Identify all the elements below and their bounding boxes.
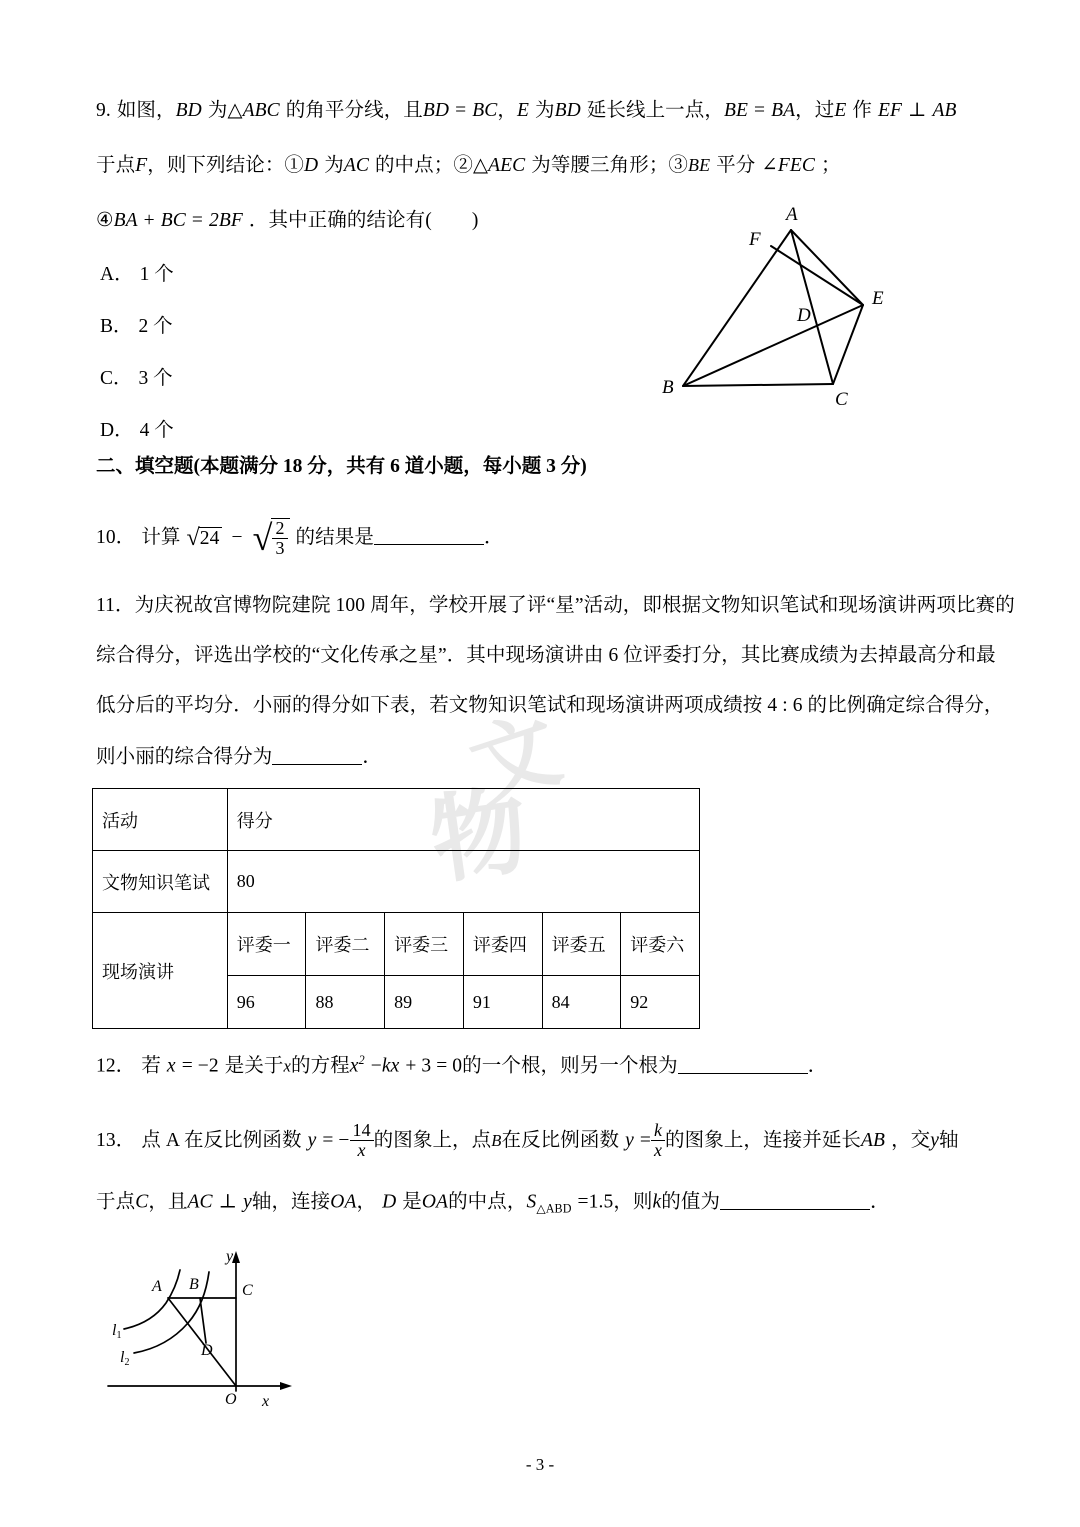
q9-geometry-figure — [645, 198, 995, 423]
q11-answer-blank[interactable] — [272, 745, 362, 765]
q13-answer-blank[interactable] — [720, 1190, 870, 1210]
q9-option-c-text: 3 个 — [138, 368, 173, 389]
q9-number: 9. — [96, 100, 111, 121]
q13-figure-label-y: y — [226, 1248, 234, 1265]
q12-poly-exponent: 2 — [358, 1053, 365, 1067]
table-row-judges — [93, 913, 700, 976]
q12-poly-plus: + 3 = 0 — [405, 1055, 463, 1077]
q9-option-a-text: 1 个 — [139, 264, 174, 285]
q11-line1 — [96, 595, 1015, 617]
q9-l1-be: BE — [723, 100, 749, 121]
q13-l1-b: 的图象上，点 — [373, 1129, 492, 1151]
q13-l2-i: 的值为 — [661, 1191, 721, 1213]
q13-period: ． — [870, 1191, 890, 1213]
q9-figure-label-F: F — [749, 229, 761, 250]
q13-l1-c: 在反比例函数 — [501, 1129, 620, 1151]
q9-l1-tri: △ — [227, 100, 243, 121]
q13-l2-D: D — [382, 1191, 397, 1213]
q13-figure-label-A: A — [152, 1278, 162, 1295]
q10-frac-den: 3 — [272, 538, 287, 558]
page-footer: - 3 - — [525, 1455, 555, 1474]
q11-line2: 综合得分，评选出学校的“文化传承之星”．其中现场演讲由 6 位评委打分，其比赛成绩为去掉最高分和最 — [96, 645, 996, 666]
q9-l3-plus: + — [143, 210, 155, 231]
q13-l2-e: ， — [356, 1191, 377, 1213]
q13-frac1-num: 14 — [352, 1120, 371, 1140]
q13-l2-c: C — [135, 1191, 149, 1213]
q9-l1-h: ，过 — [795, 100, 835, 121]
q9-l2-c: 为 — [324, 155, 344, 176]
q13-frac2-num: k — [653, 1120, 663, 1140]
q13-l1-yaxis: y — [930, 1129, 940, 1151]
q13-l2-y: y — [243, 1191, 252, 1213]
q11-line1-text: 为庆祝故宫博物院建院 100 周年，学校开展了评“星”活动，即根据文物知识笔试和现场演讲两项比赛的 — [134, 595, 1015, 616]
table-cell-score-header: 得分 — [227, 789, 699, 851]
table-cell-activity-header: 活动 — [93, 789, 228, 851]
q9-option-b[interactable] — [100, 310, 173, 338]
q12-poly-x: x — [349, 1055, 359, 1077]
q9-line3 — [96, 210, 478, 232]
section-2-heading: 二、填空题(本题满分 18 分，共有 6 道小题，每小题 3 分) — [96, 456, 587, 477]
q13-number: 13． — [96, 1129, 136, 1151]
q10-text-a: 计算 — [141, 526, 181, 548]
q12-b: 是关于 — [224, 1055, 284, 1077]
q9-option-b-letter: B． — [100, 316, 133, 337]
q9-l3-eq: = — [191, 210, 203, 231]
q9-l1-bd2: BD — [554, 100, 581, 121]
q13-l2-h: ，则 — [613, 1191, 653, 1213]
q11-score-table — [92, 788, 700, 1029]
q12-a: 若 — [141, 1055, 161, 1077]
table-cell-score-5: 84 — [542, 976, 621, 1029]
q9-figure-label-A: A — [786, 204, 798, 225]
q13-l2-g: 的中点， — [448, 1191, 527, 1213]
q12-number: 12． — [96, 1055, 136, 1077]
q13-l1-B: B — [491, 1130, 502, 1150]
q9-l2-d: D — [304, 155, 319, 176]
q9-option-a-letter: A． — [100, 264, 134, 285]
table-cell-judge-5: 评委五 — [542, 913, 621, 976]
q10-text-b: 的结果是 — [295, 526, 374, 548]
q9-option-d[interactable] — [100, 414, 174, 442]
q9-option-a[interactable] — [100, 258, 174, 286]
table-cell-score-4: 91 — [463, 976, 542, 1029]
q9-option-b-text: 2 个 — [138, 316, 173, 337]
q13-line2 — [96, 1190, 890, 1216]
q10-period: ． — [483, 526, 504, 548]
q9-l2-ac: AC — [343, 155, 369, 176]
table-cell-speech-label: 现场演讲 — [93, 913, 228, 1029]
q12-line — [96, 1054, 827, 1078]
q13-l1-a: 点 A 在反比例函数 — [141, 1129, 302, 1151]
q9-l2-tri: △ — [472, 155, 489, 176]
q9-l2-d2: 的中点；② — [374, 155, 473, 176]
q13-figure-label-C: C — [242, 1282, 253, 1299]
q13-l2-S-sub: △ABD — [536, 1201, 572, 1216]
q12-eq: = −2 — [181, 1055, 219, 1077]
q9-l1-perp: ⊥ — [908, 100, 927, 121]
q13-l1-eq2: = — [639, 1129, 651, 1151]
q13-l2-a: 于点 — [96, 1191, 136, 1213]
q13-l2-k: k — [652, 1191, 662, 1213]
table-cell-score-2: 88 — [306, 976, 385, 1029]
q9-figure-label-D: D — [797, 305, 811, 326]
q9-l1-ba: BA — [771, 100, 796, 121]
q9-l1-ab: AB — [932, 100, 957, 121]
q9-line2 — [96, 155, 841, 177]
table-cell-written-label: 文物知识笔试 — [93, 851, 228, 913]
q12-answer-blank[interactable] — [678, 1054, 808, 1074]
q12-x2: x — [283, 1056, 291, 1076]
q9-figure-label-C: C — [835, 389, 848, 410]
q13-figure-label-l2: l2 — [120, 1349, 130, 1368]
q9-figure-label-B: B — [662, 377, 674, 398]
table-cell-judge-4: 评委四 — [463, 913, 542, 976]
q13-l1-y: y — [307, 1129, 317, 1151]
q13-coordinate-figure — [90, 1243, 340, 1428]
table-cell-judge-3: 评委三 — [385, 913, 464, 976]
q9-l2-aec: AEC — [488, 155, 526, 176]
q10-minus: − — [231, 526, 243, 548]
table-cell-judge-6: 评委六 — [621, 913, 700, 976]
q11-line3: 低分后的平均分．小丽的得分如下表，若文物知识笔试和现场演讲两项成绩按 4 : 6 的比例确定综合得分， — [96, 695, 1004, 716]
q13-l1-ab: AB — [861, 1129, 886, 1151]
q9-l3-b: ．其中正确的结论有( — [248, 210, 432, 231]
q13-figure-label-x: x — [262, 1393, 270, 1410]
q9-option-c-letter: C． — [100, 368, 133, 389]
q10-frac-num: 2 — [275, 518, 285, 538]
table-cell-score-3: 89 — [385, 976, 464, 1029]
q13-l2-S: S — [526, 1191, 537, 1213]
q9-l3-bc: BC — [160, 210, 186, 231]
q9-l1-f: 为 — [534, 100, 555, 121]
q12-period: ． — [807, 1055, 828, 1077]
q9-l1-a: 如图， — [116, 100, 176, 121]
q13-l2-d: 轴，连接 — [251, 1191, 331, 1213]
q13-figure-label-D: D — [201, 1342, 213, 1359]
table-row-header — [93, 789, 700, 851]
q13-figure-label-O: O — [225, 1391, 237, 1408]
q10-sqrt-24: √24 — [186, 524, 220, 551]
q13-l2-ac: AC — [187, 1191, 213, 1213]
q9-l1-ef: EF — [877, 100, 903, 121]
q13-l1-d: 的图象上，连接并延长 — [665, 1129, 862, 1151]
q9-l1-g: 延长线上一点， — [586, 100, 724, 121]
q13-frac1-den: x — [350, 1140, 374, 1160]
table-cell-score-6: 92 — [621, 976, 700, 1029]
q9-option-c[interactable] — [100, 362, 173, 390]
q9-option-d-letter: D． — [100, 420, 134, 441]
q11-period: ． — [362, 746, 383, 768]
q13-l1-e: ，交 — [891, 1129, 931, 1151]
table-row-written — [93, 851, 700, 913]
q9-l2-a: 于点 — [96, 155, 136, 176]
q9-l3-ba: BA — [113, 210, 138, 231]
q9-l2-g: ； — [820, 155, 841, 176]
q9-l3-c: ) — [471, 210, 479, 231]
watermark-glyph-1: 文 — [459, 700, 572, 819]
q9-l1-e: E — [516, 100, 529, 121]
q9-l2-be: BE — [688, 155, 711, 175]
q9-l1-bd: BD — [175, 100, 202, 121]
q9-l2-fec: FEC — [777, 155, 815, 176]
q13-l1-y2: y — [625, 1129, 634, 1151]
q9-l2-f: F — [135, 155, 148, 176]
q13-l2-oa2: OA — [421, 1191, 449, 1213]
q13-line1 — [96, 1122, 959, 1161]
q9-l1-eqs: = — [455, 100, 467, 121]
table-cell-written-value: 80 — [227, 851, 699, 913]
q9-l1-b: 为 — [207, 100, 228, 121]
q13-l2-S-value: =1.5 — [577, 1191, 614, 1213]
q9-l3-a: ④ — [96, 210, 114, 231]
q13-l2-perp: ⊥ — [218, 1191, 238, 1213]
q13-frac2-den: x — [651, 1140, 665, 1160]
q9-l2-ang: ∠ — [761, 155, 778, 176]
q9-l1-e2: E — [834, 100, 847, 121]
q9-l2-f2: 平分 — [716, 155, 756, 176]
q13-figure-label-l1: l1 — [112, 1322, 122, 1341]
q9-figure-label-E: E — [872, 288, 884, 309]
q12-d: 的一个根，则另一个根为 — [462, 1055, 678, 1077]
q10-sqrt-frac: √ $\frac{2}{3}$ — [253, 518, 290, 559]
q9-line1 — [96, 100, 957, 122]
table-cell-score-1: 96 — [227, 976, 306, 1029]
q9-l1-eq1: BD — [422, 100, 450, 121]
q13-l1-f: 轴 — [939, 1129, 959, 1151]
q9-l1-abc: ABC — [242, 100, 280, 121]
q9-l1-eqs2: = — [754, 100, 766, 121]
q13-fraction-14-over-x — [350, 1121, 374, 1160]
watermark-glyph-2: 物 — [424, 776, 535, 897]
q13-l2-oa: OA — [330, 1191, 357, 1213]
q9-l1-i: 作 — [852, 100, 872, 121]
q10-answer-blank[interactable] — [374, 525, 484, 545]
q13-l1-eq: = − — [322, 1129, 350, 1151]
q9-l3-2bf: 2BF — [208, 210, 243, 231]
q12-poly-minus: − — [370, 1055, 382, 1077]
q12-c: 的方程 — [290, 1055, 350, 1077]
q13-l2-b: ，且 — [148, 1191, 188, 1213]
q10-fraction — [272, 519, 287, 558]
table-cell-judge-1: 评委一 — [227, 913, 306, 976]
q9-option-d-text: 4 个 — [139, 420, 174, 441]
q13-fraction-k-over-x — [651, 1121, 665, 1160]
q10-number: 10． — [96, 526, 136, 548]
q9-l1-c: 的角平分线，且 — [285, 100, 423, 121]
q9-l2-b: ，则下列结论：① — [147, 155, 305, 176]
q10-radicand-1: 24 — [199, 527, 220, 549]
q10-line — [96, 518, 504, 559]
table-cell-judge-2: 评委二 — [306, 913, 385, 976]
q11-line4 — [96, 745, 382, 769]
q13-figure-label-B: B — [189, 1276, 199, 1293]
q12-x: x — [166, 1055, 176, 1077]
q13-l2-f: 是 — [402, 1191, 422, 1213]
q11-number: 11． — [96, 595, 135, 616]
q9-l1-d: ， — [497, 100, 517, 121]
q9-l1-eq2: BC — [472, 100, 498, 121]
q12-poly-kx: kx — [381, 1055, 400, 1077]
q11-line4-text: 则小丽的综合得分为 — [96, 746, 273, 768]
q9-l2-e: 为等腰三角形；③ — [531, 155, 689, 176]
